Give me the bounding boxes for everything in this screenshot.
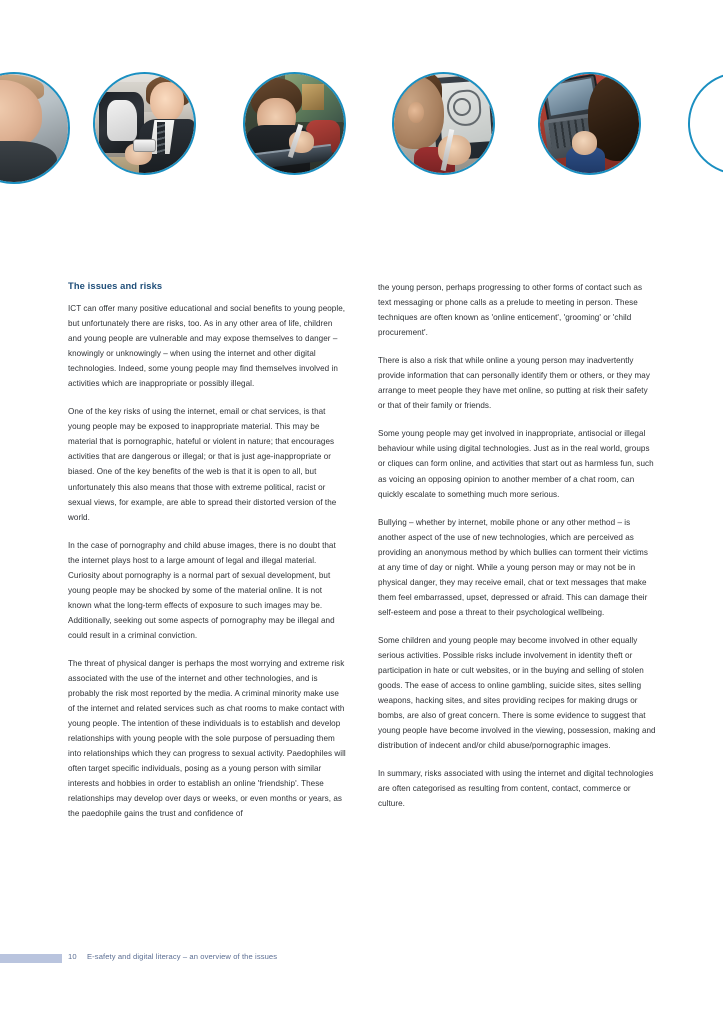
photo-boy-writing-on-tablet	[243, 72, 346, 175]
footer-document-title: E-safety and digital literacy – an overview of the issues	[87, 952, 278, 961]
text-column-right	[378, 280, 656, 811]
paragraph: Some children and young people may become involved in other equally serious activities. Possible risks include involvement in identity theft or participation in hate or cult websites, or in the buying and selling of stolen goods. The ease of access to online gambling, suicide sites, sites selling weapons, hacking sites, and sites providing recipes for making drugs or bombs, are also of great concern. There is some evidence to suggest that young people have become involved in the viewing, possession, making and distribution of indecent and/or child abuse/pornographic images.	[378, 635, 656, 751]
photo-strip	[0, 0, 723, 232]
paragraph: ICT can offer many positive educational and social benefits to young people, but unfortunately there are risks, too. As in any other area of life, children and young people are vulnerable and may expose themselves to danger – knowingly or unknowingly – when using the internet and other digital technologies. Indeed, some young people may find themselves involved in activities which are inappropriate or possibly illegal.	[68, 304, 346, 389]
paragraph: Bullying – whether by internet, mobile phone or any other method – is another aspect of the use of new technologies, which are perceived as providing an anonymous method by which bullies can torment their victims at any time of day or night. While a young person may or may not be in physical danger, they may receive email, chat or text messages that make them feel embarrassed, upset, depressed or afraid. This can damage their self-esteem and pose a threat to their psychological wellbeing.	[378, 517, 648, 617]
photo-content	[690, 74, 723, 173]
paragraph: Some young people may get involved in inappropriate, antisocial or illegal behaviour while using digital technologies. Just as in the real world, groups or cliques can form online, and activities that start out as harmless fun, such as voicing an opposing opinion to another member of a chat room, can quickly escalate to something much more serious.	[378, 429, 654, 499]
photo-content	[0, 74, 68, 182]
photo-content	[540, 74, 639, 173]
photo-schoolgirl-with-mobile-phone	[93, 72, 196, 175]
photo-content	[245, 74, 344, 173]
paragraph: One of the key risks of using the internet, email or chat services, is that young people may be exposed to inappropriate material. This may be material that is pornographic, hateful or violent in nature; that encourages activities that are dangerous or illegal; or that is just age-inappropriate or biased. One of the key benefits of the web is that it is open to all, but unfortunately this also means that those with extreme political, racist or sexual views, for example, are able to spread their distorted version of the world.	[68, 407, 337, 522]
photo-content	[95, 74, 194, 173]
photo-child-using-laptop	[538, 72, 641, 175]
text-column-left	[68, 280, 346, 822]
paragraph: In the case of pornography and child abuse images, there is no doubt that the internet plays host to a large amount of legal and illegal material. Curiosity about pornography is a normal part of sexual development, but young people may be shocked by some of the material online. It is not known what the long-term effects of exposure to such images may be. Additionally, seeking out some aspects of pornography may be illegal and could result in a criminal conviction.	[68, 540, 336, 640]
footer-accent-bar	[0, 954, 62, 963]
photo-teenage-boy-with-mobile-phone	[0, 72, 70, 184]
paragraph: There is also a risk that while online a young person may inadvertently provide information that can personally identify them or others, or they may arrange to meet people they have met online, so putting at risk their safety or that of their family or friends.	[378, 356, 650, 411]
photo-content	[394, 74, 493, 173]
paragraph: In summary, risks associated with using the internet and digital technologies are often categorised as resulting from content, contact, commerce or culture.	[378, 769, 654, 809]
page-footer	[0, 952, 723, 970]
photo-placeholder-empty-circle	[688, 72, 723, 175]
paragraph: The threat of physical danger is perhaps the most worrying and extreme risk associated with the use of the internet and other technologies, and is probably the risk most reported by the media. A criminal minority make use of the internet and related services such as chat rooms to make contact with young people. The intention of these individuals is to establish and develop relationships with young people with the sole purpose of persuading them into relationships which they can progress to sexual activity. Paedophiles will often target specific individuals, posing as a young person with similar interests and hobbies in order to establish an online 'friendship'. These relationships may develop over days or weeks, or even months or years, as the paedophile gains the trust and confidence of	[68, 658, 346, 819]
section-heading: The issues and risks	[68, 280, 163, 291]
paragraph: the young person, perhaps progressing to other forms of contact such as text messaging or phone calls as a prelude to meeting in person. These techniques are often known as 'online enticement', 'grooming' or 'child procurement'.	[378, 283, 643, 338]
page-number: 10	[68, 952, 77, 961]
photo-child-drawing-on-tablet	[392, 72, 495, 175]
